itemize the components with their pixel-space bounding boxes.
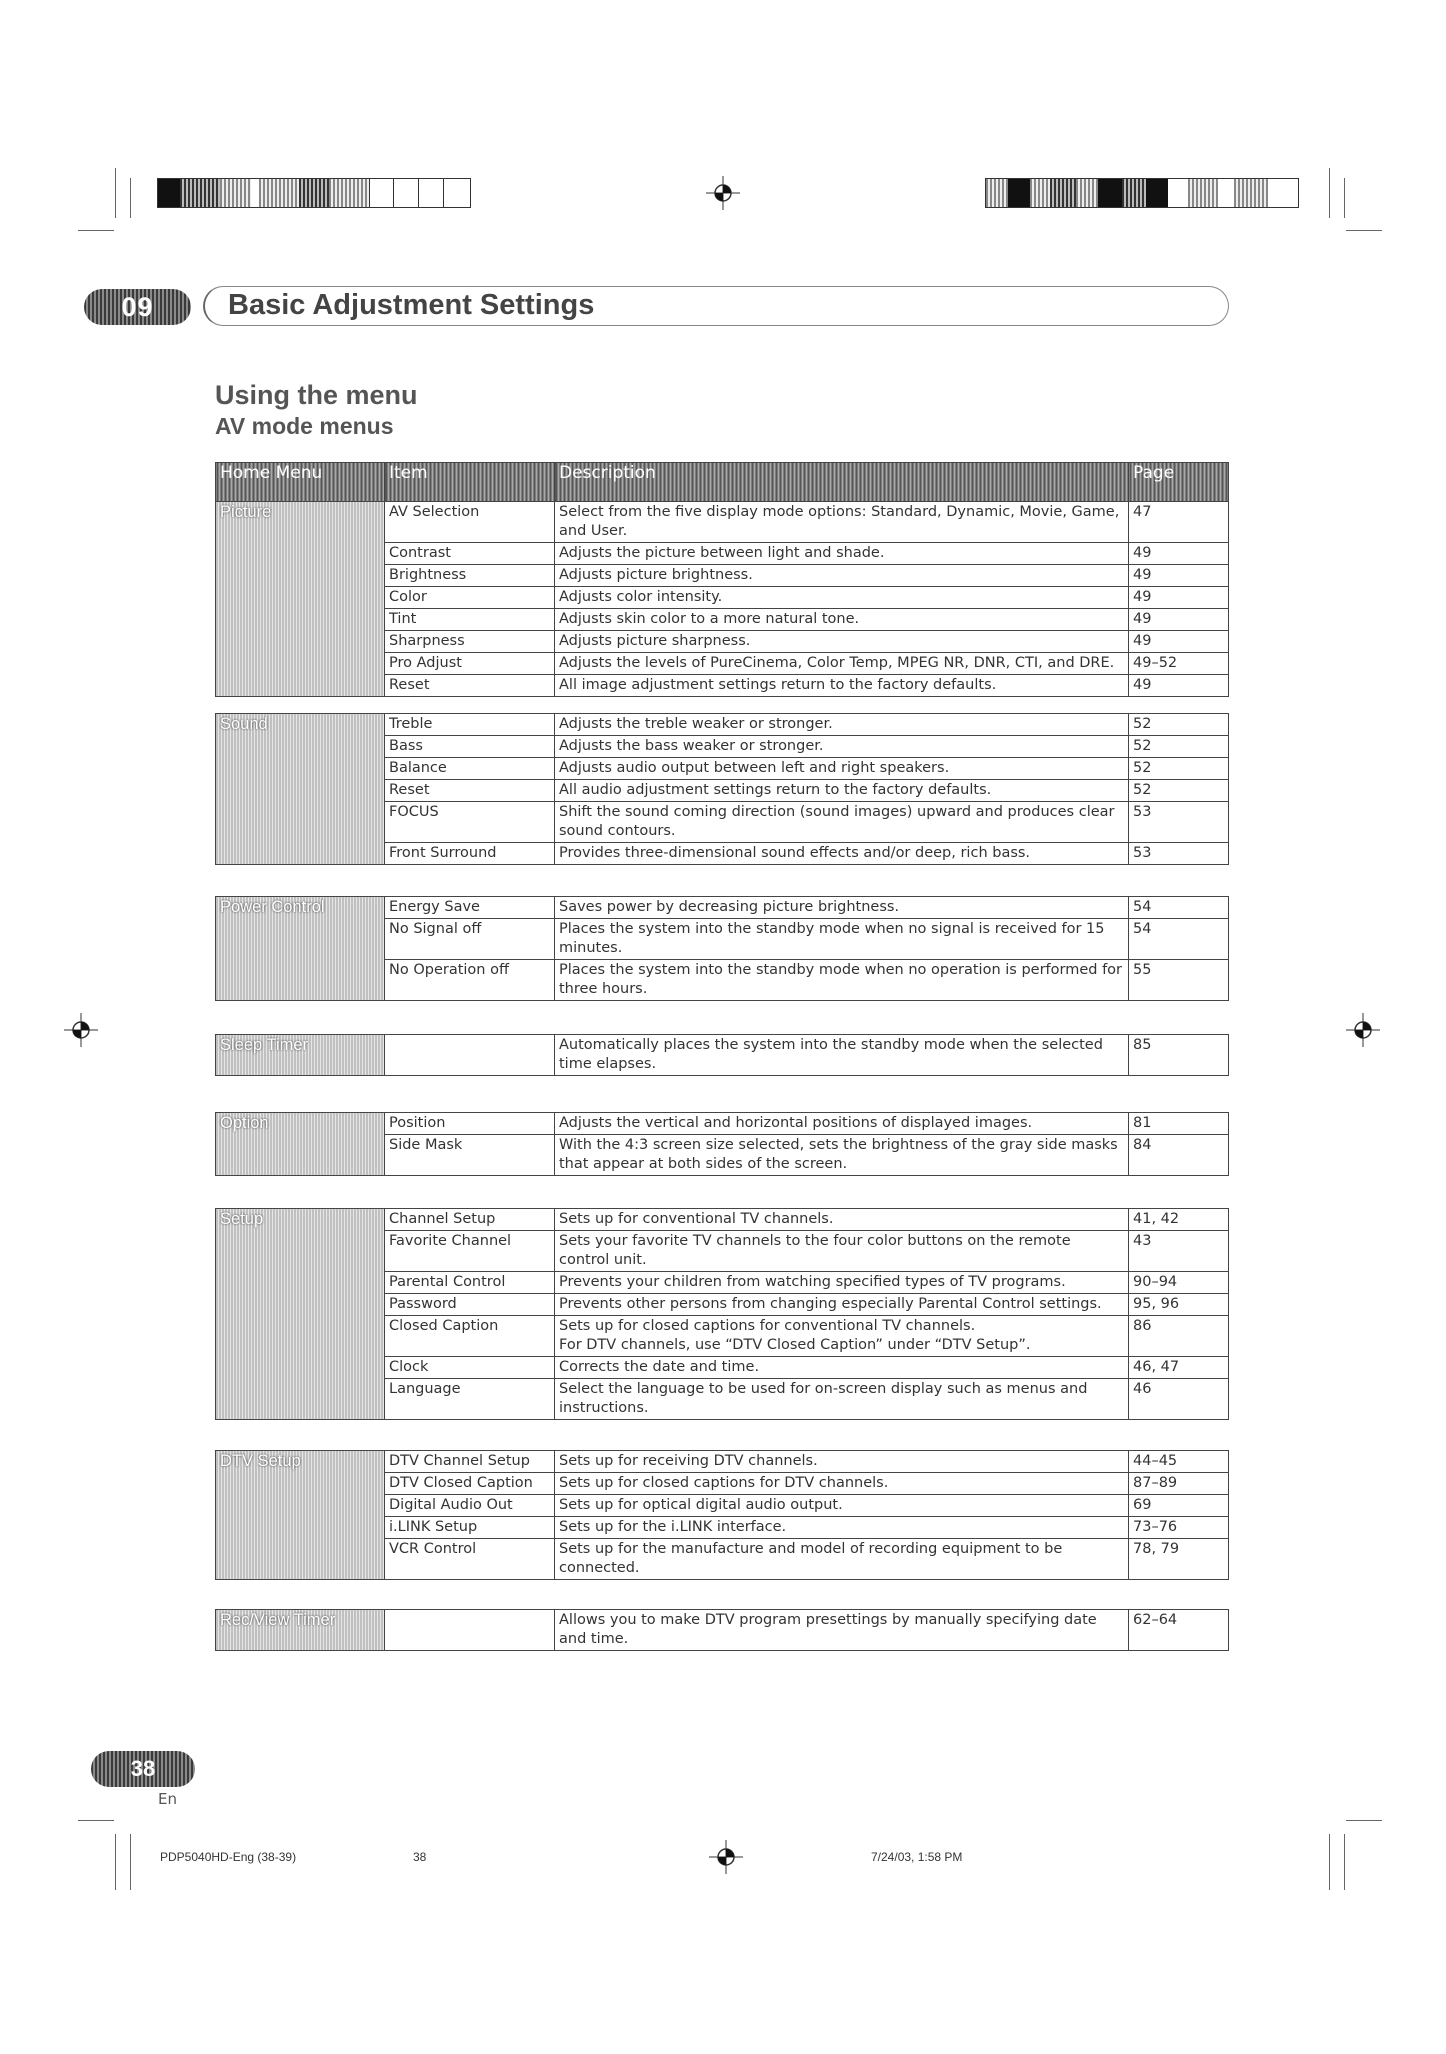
group-label-rec-view-timer: Rec/View Timer (216, 1610, 385, 1651)
page-cell: 49 (1129, 631, 1229, 653)
item-cell: AV Selection (385, 502, 555, 543)
page-cell: 47 (1129, 502, 1229, 543)
table-row (216, 1451, 1229, 1473)
crop-mark (78, 230, 114, 231)
item-cell: i.LINK Setup (385, 1517, 555, 1539)
page-cell: 52 (1129, 714, 1229, 736)
description-cell: Adjusts skin color to a more natural tone. (555, 609, 1129, 631)
page-cell: 90–94 (1129, 1272, 1229, 1294)
subsection-title: AV mode menus (215, 413, 394, 439)
table-row (216, 502, 1229, 543)
crop-mark (115, 168, 116, 218)
item-cell: Pro Adjust (385, 653, 555, 675)
item-cell: Brightness (385, 565, 555, 587)
page-cell: 49 (1129, 565, 1229, 587)
description-cell: Places the system into the standby mode when no signal is received for 15 minutes. (555, 919, 1129, 960)
footer-page-number: 38 (413, 1850, 427, 1864)
description-cell (555, 1316, 1129, 1357)
sleep-timer-menu-table (215, 1034, 1229, 1076)
description-cell: Adjusts audio output between left and right speakers. (555, 758, 1129, 780)
description-cell: Adjusts the bass weaker or stronger. (555, 736, 1129, 758)
page-cell: 46 (1129, 1379, 1229, 1420)
item-cell: Energy Save (385, 897, 555, 919)
description-cell: Shift the sound coming direction (sound images) upward and produces clear sound contours. (555, 802, 1129, 843)
item-cell: Sharpness (385, 631, 555, 653)
table-row (216, 1035, 1229, 1076)
page-cell: 41, 42 (1129, 1209, 1229, 1231)
description-cell: Prevents other persons from changing especially Parental Control settings. (555, 1294, 1129, 1316)
header-description: Description (555, 463, 1129, 502)
page-cell: 55 (1129, 960, 1229, 1001)
description-cell: Provides three-dimensional sound effects and/or deep, rich bass. (555, 843, 1129, 865)
footer-file-name: PDP5040HD-Eng (38-39) (160, 1850, 297, 1864)
item-cell: Front Surround (385, 843, 555, 865)
sound-menu-table (215, 713, 1229, 865)
option-menu-table (215, 1112, 1229, 1176)
page-cell: 49 (1129, 543, 1229, 565)
group-label-sleep-timer: Sleep Timer (216, 1035, 385, 1076)
description-cell: Sets up for the manufacture and model of recording equipment to be connected. (555, 1539, 1129, 1580)
group-label-picture: Picture (216, 502, 385, 697)
item-cell: DTV Closed Caption (385, 1473, 555, 1495)
crop-mark (1344, 178, 1345, 218)
page-cell: 46, 47 (1129, 1357, 1229, 1379)
color-bar-strip-right (985, 178, 1299, 208)
item-cell: Balance (385, 758, 555, 780)
page-cell: 73–76 (1129, 1517, 1229, 1539)
page-cell: 69 (1129, 1495, 1229, 1517)
description-cell: Adjusts the vertical and horizontal positions of displayed images. (555, 1113, 1129, 1135)
description-cell: Adjusts the treble weaker or stronger. (555, 714, 1129, 736)
page-cell: 52 (1129, 736, 1229, 758)
description-cell: Select the language to be used for on-screen display such as menus and instructions. (555, 1379, 1129, 1420)
item-cell: Color (385, 587, 555, 609)
item-cell (385, 1035, 555, 1076)
page-cell: 44–45 (1129, 1451, 1229, 1473)
description-cell: Adjusts picture sharpness. (555, 631, 1129, 653)
description-cell: Sets up for receiving DTV channels. (555, 1451, 1129, 1473)
chapter-number-badge: 09 (84, 289, 191, 325)
page-cell: 87–89 (1129, 1473, 1229, 1495)
item-cell: Contrast (385, 543, 555, 565)
header-item: Item (385, 463, 555, 502)
description-cell: Allows you to make DTV program presettings by manually specifying date and time. (555, 1610, 1129, 1651)
item-cell: Digital Audio Out (385, 1495, 555, 1517)
page-cell: 95, 96 (1129, 1294, 1229, 1316)
page-cell: 84 (1129, 1135, 1229, 1176)
description-cell: Places the system into the standby mode when no operation is performed for three hours. (555, 960, 1129, 1001)
color-bar-strip-left (157, 178, 471, 208)
item-cell: Closed Caption (385, 1316, 555, 1357)
registration-crosshair-icon (706, 176, 740, 210)
chapter-title: Basic Adjustment Settings (228, 289, 595, 321)
power-control-menu-table (215, 896, 1229, 1001)
description-cell: Prevents your children from watching specified types of TV programs. (555, 1272, 1129, 1294)
header-home-menu: Home Menu (216, 463, 385, 502)
description-cell: Sets up for closed captions for DTV channels. (555, 1473, 1129, 1495)
page-cell: 43 (1129, 1231, 1229, 1272)
crop-mark (130, 178, 131, 218)
page-cell: 54 (1129, 919, 1229, 960)
item-cell: Tint (385, 609, 555, 631)
item-cell: Side Mask (385, 1135, 555, 1176)
group-label-option: Option (216, 1113, 385, 1176)
page-cell: 62–64 (1129, 1610, 1229, 1651)
page-cell: 49 (1129, 587, 1229, 609)
item-cell: Favorite Channel (385, 1231, 555, 1272)
registration-crosshair-icon (709, 1840, 743, 1874)
crop-mark (1329, 1834, 1330, 1890)
dtv-setup-menu-table (215, 1450, 1229, 1580)
item-cell: Reset (385, 780, 555, 802)
setup-menu-table (215, 1208, 1229, 1420)
group-label-setup: Setup (216, 1209, 385, 1420)
description-cell: Adjusts the levels of PureCinema, Color Temp, MPEG NR, DNR, CTI, and DRE. (555, 653, 1129, 675)
item-cell: Channel Setup (385, 1209, 555, 1231)
rec-view-timer-menu-table (215, 1609, 1229, 1651)
table-row (216, 1209, 1229, 1231)
item-cell: Parental Control (385, 1272, 555, 1294)
description-cell: Sets up for optical digital audio output. (555, 1495, 1129, 1517)
page-cell: 49–52 (1129, 653, 1229, 675)
item-cell: VCR Control (385, 1539, 555, 1580)
picture-menu-table (215, 462, 1229, 697)
item-cell: FOCUS (385, 802, 555, 843)
description-cell: Corrects the date and time. (555, 1357, 1129, 1379)
crop-mark (1346, 230, 1382, 231)
item-cell: Clock (385, 1357, 555, 1379)
page-cell: 52 (1129, 758, 1229, 780)
description-cell: Adjusts the picture between light and shade. (555, 543, 1129, 565)
description-cell: All audio adjustment settings return to the factory defaults. (555, 780, 1129, 802)
description-cell: Saves power by decreasing picture brightness. (555, 897, 1129, 919)
crop-mark (1346, 1820, 1382, 1821)
language-label: En (158, 1790, 177, 1808)
group-label-power-control: Power Control (216, 897, 385, 1001)
item-cell: Password (385, 1294, 555, 1316)
page-cell: 78, 79 (1129, 1539, 1229, 1580)
item-cell (385, 1610, 555, 1651)
description-cell: All image adjustment settings return to the factory defaults. (555, 675, 1129, 697)
page-cell: 85 (1129, 1035, 1229, 1076)
item-cell: No Signal off (385, 919, 555, 960)
item-cell: Reset (385, 675, 555, 697)
page-cell: 49 (1129, 675, 1229, 697)
item-cell: Language (385, 1379, 555, 1420)
item-cell: No Operation off (385, 960, 555, 1001)
registration-crosshair-icon (1346, 1013, 1380, 1047)
page-cell: 81 (1129, 1113, 1229, 1135)
table-row (216, 714, 1229, 736)
table-header-row (216, 463, 1229, 502)
description-cell: With the 4:3 screen size selected, sets the brightness of the gray side masks that appear at both sides of the screen. (555, 1135, 1129, 1176)
description-cell: Sets your favorite TV channels to the four color buttons on the remote control unit. (555, 1231, 1129, 1272)
page-cell: 52 (1129, 780, 1229, 802)
page-cell: 86 (1129, 1316, 1229, 1357)
description-cell: Adjusts color intensity. (555, 587, 1129, 609)
description-line: For DTV channels, use “DTV Closed Caption” under “DTV Setup”. (559, 1337, 1031, 1353)
page-cell: 54 (1129, 897, 1229, 919)
page-cell: 53 (1129, 843, 1229, 865)
description-line: Sets up for closed captions for conventional TV channels. (559, 1318, 976, 1334)
group-label-dtv-setup: DTV Setup (216, 1451, 385, 1580)
item-cell: Treble (385, 714, 555, 736)
table-row (216, 897, 1229, 919)
table-row (216, 1113, 1229, 1135)
group-label-sound: Sound (216, 714, 385, 865)
header-page: Page (1129, 463, 1229, 502)
footer-timestamp: 7/24/03, 1:58 PM (871, 1850, 963, 1864)
description-cell: Automatically places the system into the standby mode when the selected time elapses. (555, 1035, 1129, 1076)
section-title: Using the menu (215, 380, 418, 410)
registration-crosshair-icon (64, 1013, 98, 1047)
crop-mark (1344, 1834, 1345, 1890)
page-cell: 49 (1129, 609, 1229, 631)
crop-mark (78, 1820, 114, 1821)
description-cell: Select from the five display mode options: Standard, Dynamic, Movie, Game, and User. (555, 502, 1129, 543)
crop-mark (115, 1834, 116, 1890)
page-number-badge: 38 (91, 1751, 195, 1787)
item-cell: DTV Channel Setup (385, 1451, 555, 1473)
description-cell: Sets up for the i.LINK interface. (555, 1517, 1129, 1539)
description-cell: Adjusts picture brightness. (555, 565, 1129, 587)
page-cell: 53 (1129, 802, 1229, 843)
description-cell: Sets up for conventional TV channels. (555, 1209, 1129, 1231)
table-row (216, 1610, 1229, 1651)
item-cell: Position (385, 1113, 555, 1135)
crop-mark (130, 1834, 131, 1890)
item-cell: Bass (385, 736, 555, 758)
crop-mark (1329, 168, 1330, 218)
